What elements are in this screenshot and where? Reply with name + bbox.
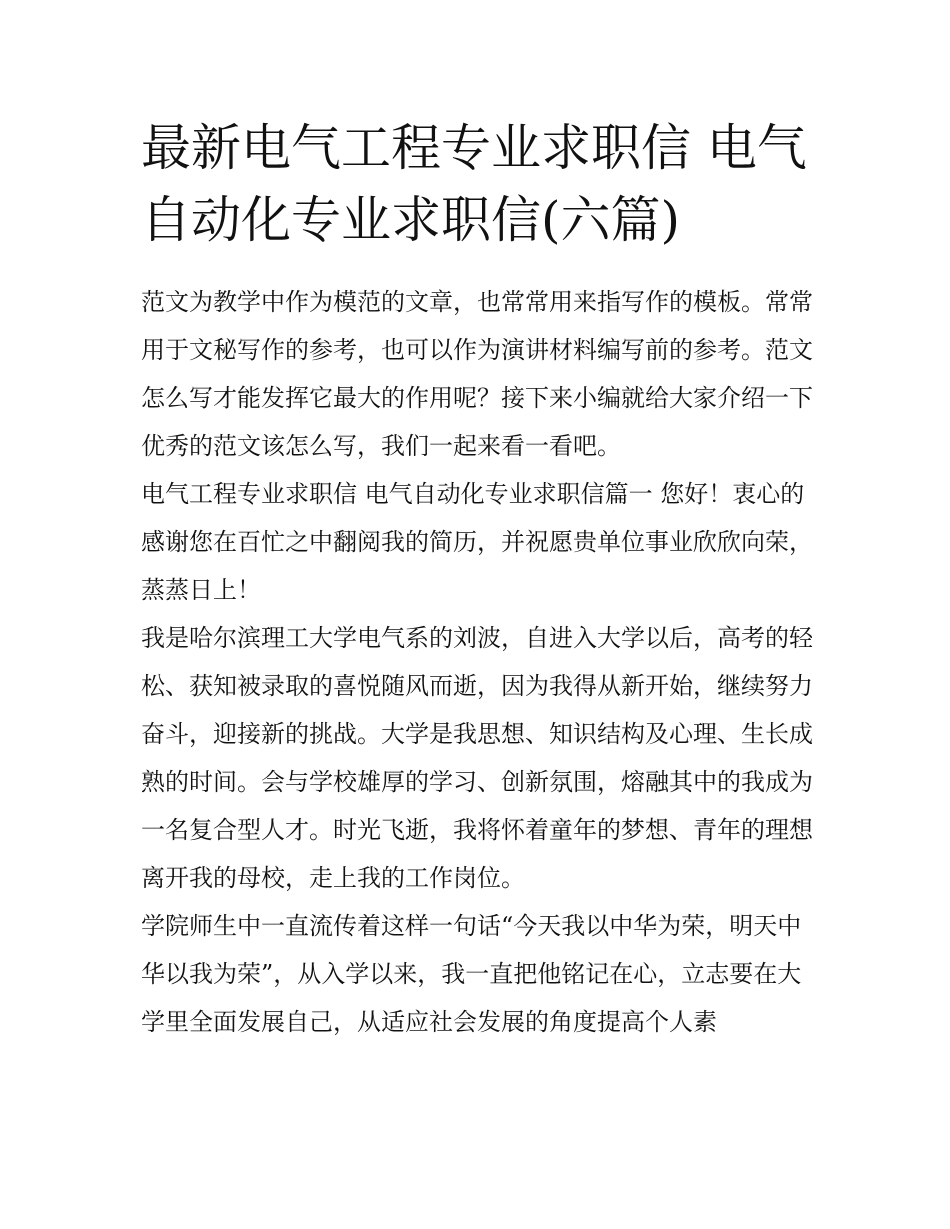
document-title: 最新电气工程专业求职信 电气自动化专业求职信(六篇) xyxy=(141,119,807,249)
paragraph-self-introduction: 我是哈尔滨理工大学电气系的刘波，自进入大学以后，高考的轻松、获知被录取的喜悦随风而逝，因为我得从新开始，继续努力奋斗，迎接新的挑战。大学是我思想、知识结构及心理、生长成熟的时间。会与学校雄厚的学习、创新氛围，熔融其中的我成为一名复合型人才。时光飞逝，我将怀着童年的梦想、青年的理想离开我的母校，走上我的工作岗位。 xyxy=(141,624,813,892)
paragraph-intro: 范文为教学中作为模范的文章，也常常用来指写作的模板。常常用于文秘写作的参考，也可以作为演讲材料编写前的参考。范文怎么写才能发挥它最大的作用呢？接下来小编就给大家介绍一下优秀的范文该怎么写，我们一起来看一看吧。 xyxy=(141,288,813,460)
document-body xyxy=(141,278,816,1046)
paragraph-motto: 学院师生中一直流传着这样一句话“今天我以中华为荣，明天中华以我为荣”，从入学以来，我一直把他铭记在心，立志要在大学里全面发展自己，从适应社会发展的角度提高个人素 xyxy=(141,912,802,1036)
paragraph-greeting: 电气工程专业求职信 电气自动化专业求职信篇一 您好！衷心的感谢您在百忙之中翻阅我的简历，并祝愿贵单位事业欣欣向荣，蒸蒸日上！ xyxy=(141,480,813,604)
